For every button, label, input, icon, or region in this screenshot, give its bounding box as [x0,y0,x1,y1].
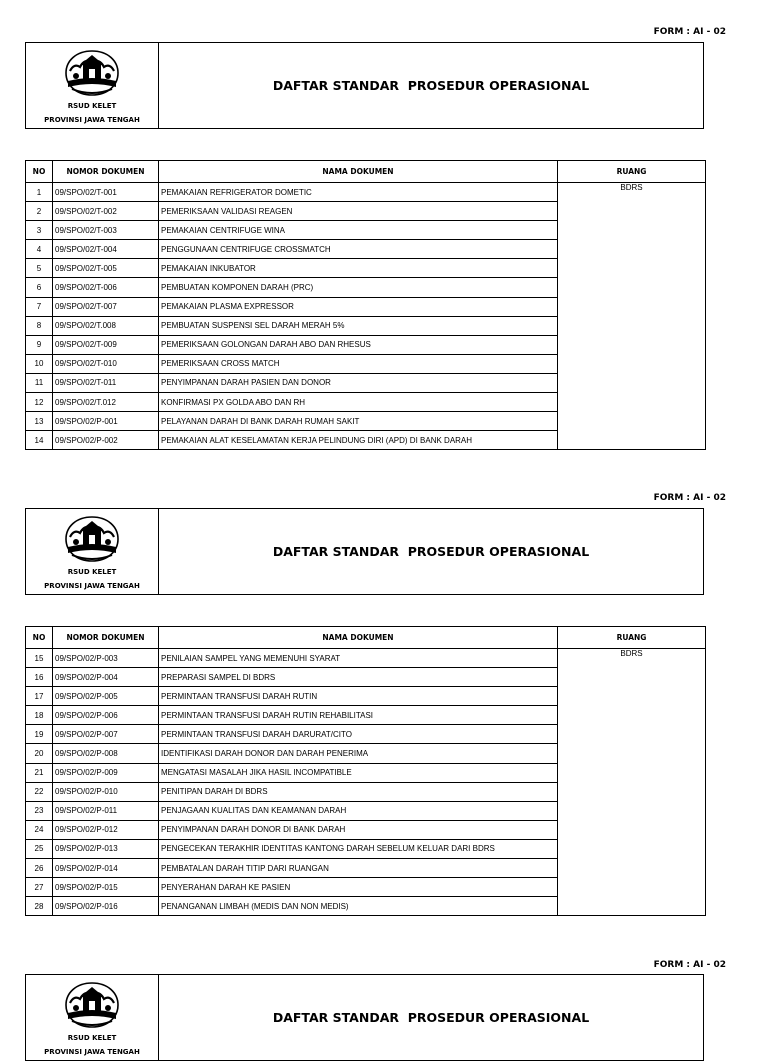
row-number: 23 [26,801,53,820]
column-header-no: NO [26,627,53,649]
logo-cell [26,509,159,594]
row-number: 21 [26,763,53,782]
row-number: 10 [26,354,53,373]
row-number: 26 [26,859,53,878]
table-row [26,649,706,668]
document-number: 09/SPO/02/T-005 [53,259,159,278]
row-number: 1 [26,183,53,202]
document-number: 09/SPO/02/P-006 [53,706,159,725]
hospital-name: RSUD KELET [67,102,117,110]
row-number: 7 [26,297,53,316]
document-name: PENANGANAN LIMBAH (MEDIS DAN NON MEDIS) [159,897,558,916]
document-name: PENGGUNAAN CENTRIFUGE CROSSMATCH [159,240,558,259]
row-number: 3 [26,221,53,240]
hospital-province: PROVINSI JAWA TENGAH [44,582,140,590]
document-number: 09/SPO/02/P-003 [53,649,159,668]
document-number: 09/SPO/02/T-011 [53,373,159,392]
hospital-name: RSUD KELET [67,1034,117,1042]
column-header-ruang: RUANG [558,161,706,183]
document-number: 09/SPO/02/P-001 [53,412,159,431]
form-code: FORM : AI - 02 [653,960,726,970]
document-header [25,508,704,595]
document-number: 09/SPO/02/P-010 [53,782,159,801]
document-number: 09/SPO/02/T.012 [53,393,159,412]
provincial-emblem-icon [62,515,122,565]
document-number: 09/SPO/02/P-011 [53,801,159,820]
document-header [25,42,704,129]
row-number: 24 [26,820,53,839]
table-header-row [26,161,706,183]
hospital-province: PROVINSI JAWA TENGAH [44,1048,140,1056]
document-name: PENYIMPANAN DARAH PASIEN DAN DONOR [159,373,558,392]
document-number: 09/SPO/02/P-009 [53,763,159,782]
row-number: 22 [26,782,53,801]
logo-cell [26,975,159,1060]
document-number: 09/SPO/02/T.008 [53,316,159,335]
document-title: DAFTAR STANDAR PROSEDUR OPERASIONAL [272,1010,590,1025]
document-name: PENILAIAN SAMPEL YANG MEMENUHI SYARAT [159,649,558,668]
document-number: 09/SPO/02/T-003 [53,221,159,240]
document-number: 09/SPO/02/P-004 [53,668,159,687]
form-code: FORM : AI - 02 [653,27,726,37]
row-number: 13 [26,412,53,431]
document-header [25,974,704,1061]
document-number: 09/SPO/02/T-004 [53,240,159,259]
sop-table [25,626,706,916]
document-number: 09/SPO/02/P-016 [53,897,159,916]
hospital-name: RSUD KELET [67,568,117,576]
document-number: 09/SPO/02/P-002 [53,431,159,450]
document-name: IDENTIFIKASI DARAH DONOR DAN DARAH PENERIMA [159,744,558,763]
document-name: PREPARASI SAMPEL DI BDRS [159,668,558,687]
document-name: MENGATASI MASALAH JIKA HASIL INCOMPATIBLE [159,763,558,782]
document-name: PEMBUATAN SUSPENSI SEL DARAH MERAH 5% [159,316,558,335]
form-code: FORM : AI - 02 [653,493,726,503]
column-header-ruang: RUANG [558,627,706,649]
row-number: 25 [26,839,53,858]
document-name: PENJAGAAN KUALITAS DAN KEAMANAN DARAH [159,801,558,820]
document-name: PEMAKAIAN PLASMA EXPRESSOR [159,297,558,316]
document-name: PEMERIKSAAN CROSS MATCH [159,354,558,373]
document-number: 09/SPO/02/P-012 [53,820,159,839]
document-title: DAFTAR STANDAR PROSEDUR OPERASIONAL [272,78,590,93]
document-number: 09/SPO/02/P-005 [53,687,159,706]
document-name: PENGECEKAN TERAKHIR IDENTITAS KANTONG DARAH SEBELUM KELUAR DARI BDRS [159,839,558,858]
column-header-nama-dokumen: NAMA DOKUMEN [159,161,558,183]
document-name: PENITIPAN DARAH DI BDRS [159,782,558,801]
row-number: 9 [26,335,53,354]
document-number: 09/SPO/02/P-008 [53,744,159,763]
document-name: PENYIMPANAN DARAH DONOR DI BANK DARAH [159,820,558,839]
row-number: 28 [26,897,53,916]
document-number: 09/SPO/02/T-007 [53,297,159,316]
row-number: 19 [26,725,53,744]
document-name: PEMAKAIAN ALAT KESELAMATAN KERJA PELINDUNG DIRI (APD) DI BANK DARAH [159,431,558,450]
document-name: PENYERAHAN DARAH KE PASIEN [159,878,558,897]
document-number: 09/SPO/02/P-007 [53,725,159,744]
row-number: 2 [26,202,53,221]
document-name: PEMERIKSAAN VALIDASI REAGEN [159,202,558,221]
document-number: 09/SPO/02/P-014 [53,859,159,878]
row-number: 16 [26,668,53,687]
document-name: PEMAKAIAN CENTRIFUGE WINA [159,221,558,240]
row-number: 27 [26,878,53,897]
document-name: PERMINTAAN TRANSFUSI DARAH RUTIN [159,687,558,706]
document-number: 09/SPO/02/T-006 [53,278,159,297]
column-header-nomor-dokumen: NOMOR DOKUMEN [53,627,159,649]
document-number: 09/SPO/02/T-001 [53,183,159,202]
row-number: 11 [26,373,53,392]
row-number: 17 [26,687,53,706]
row-number: 6 [26,278,53,297]
provincial-emblem-icon [62,49,122,99]
document-name: KONFIRMASI PX GOLDA ABO DAN RH [159,393,558,412]
document-number: 09/SPO/02/T-009 [53,335,159,354]
row-number: 12 [26,393,53,412]
column-header-no: NO [26,161,53,183]
row-number: 8 [26,316,53,335]
row-number: 20 [26,744,53,763]
row-number: 5 [26,259,53,278]
document-name: PEMAKAIAN INKUBATOR [159,259,558,278]
document-name: PERMINTAAN TRANSFUSI DARAH RUTIN REHABILITASI [159,706,558,725]
row-number: 14 [26,431,53,450]
document-name: PEMERIKSAAN GOLONGAN DARAH ABO DAN RHESUS [159,335,558,354]
table-header-row [26,627,706,649]
row-number: 15 [26,649,53,668]
row-number: 18 [26,706,53,725]
sop-table [25,160,706,450]
room-cell: BDRS [558,183,706,450]
room-cell: BDRS [558,649,706,916]
document-name: PEMAKAIAN REFRIGERATOR DOMETIC [159,183,558,202]
document-name: PELAYANAN DARAH DI BANK DARAH RUMAH SAKIT [159,412,558,431]
column-header-nomor-dokumen: NOMOR DOKUMEN [53,161,159,183]
document-number: 09/SPO/02/P-015 [53,878,159,897]
document-number: 09/SPO/02/T-002 [53,202,159,221]
column-header-nama-dokumen: NAMA DOKUMEN [159,627,558,649]
table-row [26,183,706,202]
row-number: 4 [26,240,53,259]
hospital-province: PROVINSI JAWA TENGAH [44,116,140,124]
document-title: DAFTAR STANDAR PROSEDUR OPERASIONAL [272,544,590,559]
document-name: PEMBATALAN DARAH TITIP DARI RUANGAN [159,859,558,878]
document-number: 09/SPO/02/P-013 [53,839,159,858]
logo-cell [26,43,159,128]
document-name: PEMBUATAN KOMPONEN DARAH (PRC) [159,278,558,297]
document-number: 09/SPO/02/T-010 [53,354,159,373]
document-name: PERMINTAAN TRANSFUSI DARAH DARURAT/CITO [159,725,558,744]
